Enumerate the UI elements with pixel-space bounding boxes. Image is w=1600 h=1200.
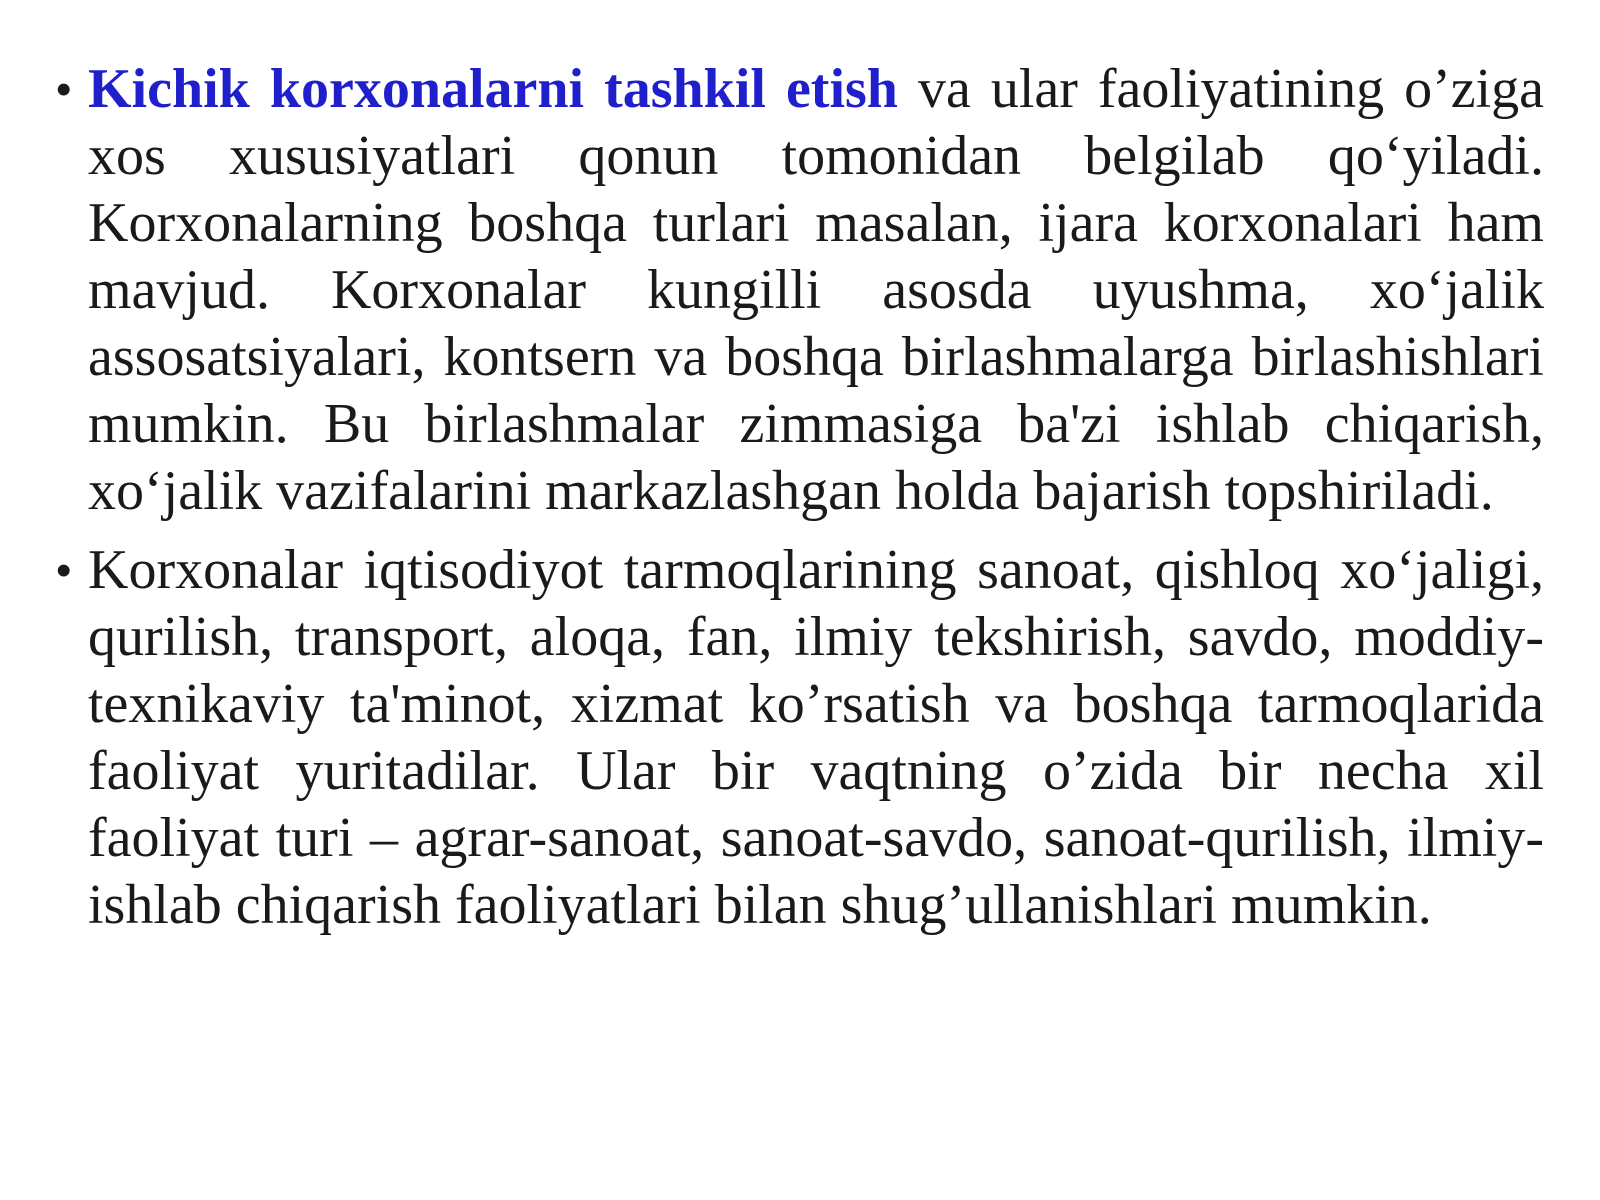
- bullet-list: [56, 56, 1544, 951]
- highlighted-term: Kichik korxonalarni tashkil etish: [88, 58, 898, 120]
- bullet-item-small-enterprises: [56, 56, 1544, 525]
- bullet-item-economic-sectors: [56, 537, 1544, 939]
- bullet-icon: •: [56, 65, 72, 114]
- paragraph-text: Korxonalar iqtisodiyot tarmoqlarining sanoat, qishloq xo‘jaligi, qurilish, transport, aloqa, fan, ilmiy tekshirish, savdo, moddiy-texnikaviy ta'minot, xizmat ko’rsatish va boshqa tarmoqlarida faoliyat yuritadilar. Ular bir vaqtning o’zida bir necha xil faoliyat turi – agrar-sanoat, sanoat-savdo, sanoat-qurilish, ilmiy-ishlab chiqarish faoliyatlari bilan shug’ullanishlari mumkin.: [88, 539, 1544, 936]
- bullet-icon: •: [56, 546, 72, 595]
- paragraph-text: va ular faoliyatining o’ziga xos xususiyatlari qonun tomonidan belgilab qo‘yiladi. Korxonalarning boshqa turlari masalan, ijara korxonalari ham mavjud. Korxonalar kungilli asosda uyushma, xo‘jalik assosatsiyalari, kontsern va boshqa birlashmalarga birlashishlari mumkin. Bu birlashmalar zimmasiga ba'zi ishlab chiqarish, xo‘jalik vazifalarini markazlashgan holda bajarish topshiriladi.: [88, 58, 1544, 522]
